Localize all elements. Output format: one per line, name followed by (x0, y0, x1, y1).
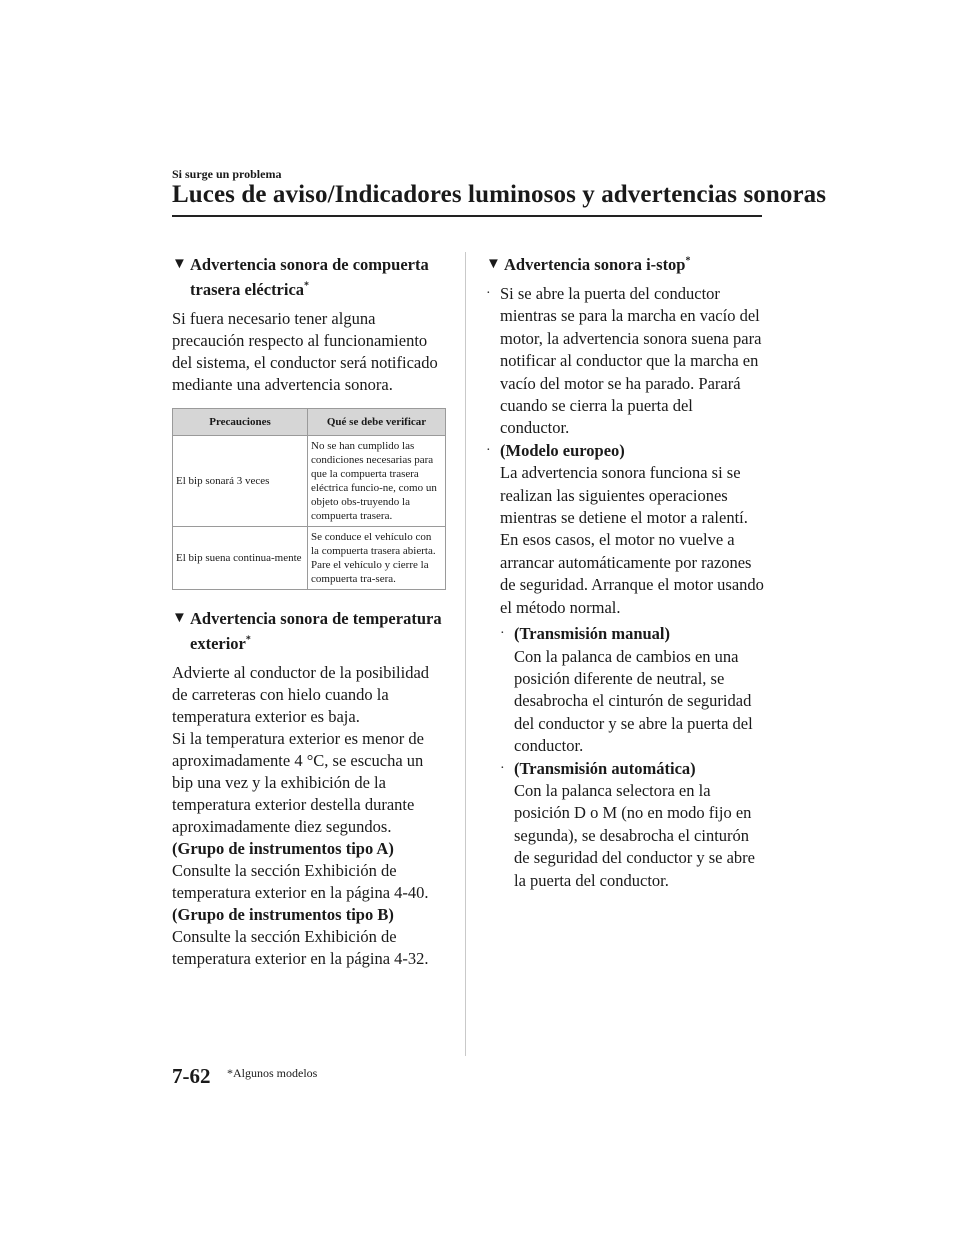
page-number: 7-62 (172, 1064, 211, 1088)
list-item: · (Transmisión automática) Con la palanca selectora en la posición D o M (no en modo fijo en segunda), se desabrocha el cinturón de seguridad del conductor y se abre la puerta del conductor. (500, 758, 755, 890)
heading-power-liftgate-beep: ▼ Advertencia sonora de compuerta trasera eléctrica* (172, 252, 448, 302)
table-header: Qué se debe verificar (308, 409, 446, 436)
heading-outside-temp-beep: ▼ Advertencia sonora de temperatura exterior* (172, 606, 448, 656)
column-divider (465, 252, 466, 1056)
triangle-bullet-icon: ▼ (486, 256, 501, 272)
right-column (486, 252, 766, 892)
list-item: · (Modelo europeo) La advertencia sonora funciona si se realizan las siguientes operaciones mientras se detiene el motor a ralentí. En esos casos, el motor no vuelve a arrancar automáticamente por razones de seguridad. Arranque el motor usando el método normal. (486, 440, 764, 617)
bullet-dot-icon: · (486, 286, 491, 301)
list-item: · Si se abre la puerta del conductor mientras se para la marcha en vacío del motor, la advertencia sonora suena para notificar al conductor que la marcha en vacío del motor se ha parado. Parará cuando se cierra la puerta del conductor. (486, 284, 762, 438)
table-cell: El bip sonará 3 veces (173, 436, 308, 527)
table-row (173, 527, 446, 590)
footnote: *Algunos modelos (227, 1066, 318, 1080)
bullet-dot-icon: · (486, 442, 491, 458)
paragraph: Si la temperatura exterior es menor de aproximadamente 4 °C, se escucha un bip una vez y la exhibición de la temperatura exterior destella durante aproximadamente diez segundos. (172, 729, 424, 836)
asterisk-mark: * (304, 280, 310, 292)
triangle-bullet-icon: ▼ (172, 256, 187, 272)
triangle-bullet-icon: ▼ (172, 610, 187, 626)
table-header-row (173, 409, 446, 436)
paragraph: Consulte la sección Exhibición de temperatura exterior en la página 4-40. (172, 861, 429, 902)
paragraph: Advierte al conductor de la posibilidad de carreteras con hielo cuando la temperatura exterior es baja. (172, 663, 430, 726)
section-label: Si surge un problema (172, 167, 282, 181)
table-row (173, 436, 446, 527)
table-cell: Se conduce el vehículo con la compuerta trasera abierta. Pare el vehículo y cierre la compuerta tra-sera. (308, 527, 446, 590)
bullet-dot-icon: · (500, 626, 505, 642)
subheading: (Grupo de instrumentos tipo B) (172, 905, 394, 924)
paragraph: Si fuera necesario tener alguna precaución respecto al funcionamiento del sistema, el conductor será notificado mediante una advertencia sonora. (172, 309, 438, 394)
table-cell: El bip suena continua-mente (173, 527, 308, 590)
page-title: Luces de aviso/Indicadores luminosos y advertencias sonoras (172, 181, 827, 208)
title-rule (172, 215, 762, 217)
left-column (172, 252, 448, 970)
paragraph: Consulte la sección Exhibición de temperatura exterior en la página 4-32. (172, 927, 429, 968)
beep-table (172, 408, 446, 590)
asterisk-mark: * (685, 255, 691, 267)
list-item: · (Transmisión manual) Con la palanca de cambios en una posición diferente de neutral, se desabrocha el cinturón de seguridad del conductor y se abre la puerta del conductor. (500, 624, 753, 756)
bullet-dot-icon: · (500, 760, 505, 776)
table-cell: No se han cumplido las condiciones necesarias para que la compuerta trasera eléctrica funcio-ne, como un objeto obs-truyendo la compuerta trasera. (308, 436, 446, 527)
asterisk-mark: * (245, 634, 251, 646)
subheading: (Grupo de instrumentos tipo A) (172, 839, 394, 858)
heading-istop-beep: ▼ Advertencia sonora i-stop* (486, 252, 766, 277)
table-header: Precauciones (173, 409, 308, 436)
